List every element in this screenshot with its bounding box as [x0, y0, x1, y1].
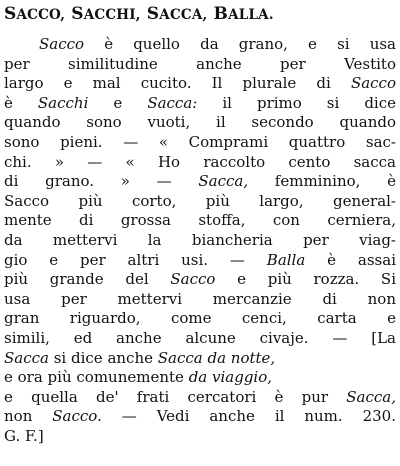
text-run: G. F.]	[4, 426, 44, 445]
text-run: sono pieni. — « Comprami quattro sac-	[4, 132, 396, 151]
text-line	[4, 427, 396, 447]
text-run: è	[4, 93, 38, 112]
text-run: da mettervi la biancheria per viag-	[4, 230, 396, 249]
text-line	[4, 172, 396, 192]
text-run: il primo si dice	[197, 93, 396, 112]
text-line	[4, 349, 396, 369]
text-line	[4, 74, 396, 94]
text-run: — Vedi anche il num. 230.	[101, 407, 396, 426]
text-run: si dice anche	[48, 348, 158, 367]
italic-term: Sacchi	[37, 93, 89, 112]
text-line	[4, 231, 396, 251]
text-line	[4, 251, 396, 271]
text-run: per similitudine anche per Vestito	[4, 54, 396, 73]
italic-term: Sacca,	[198, 172, 249, 191]
heading-initial: S	[146, 4, 160, 24]
heading-smallcaps: ACCHI,	[83, 7, 141, 23]
text-run: e più rozza. Si	[215, 270, 396, 289]
text-line	[4, 55, 396, 75]
heading-smallcaps: ACCO,	[16, 7, 66, 23]
text-line	[4, 35, 396, 55]
text-run: gio e per altri usi. —	[4, 250, 267, 269]
heading-initial: S	[71, 4, 84, 24]
italic-term: Sacca	[4, 348, 49, 367]
heading-initial: B	[213, 4, 229, 24]
text-run: gran riguardo, come cenci, carta e	[4, 309, 396, 328]
text-run: Sacco più corto, più largo, general-	[4, 191, 396, 210]
text-line	[4, 113, 396, 133]
text-run: non	[4, 407, 53, 426]
text-run: quando sono vuoti, il secondo quando	[4, 113, 396, 132]
heading-smallcaps: ACCA,	[159, 7, 208, 23]
text-run: mente di grossa stoffa, con cerniera,	[4, 211, 396, 230]
heading-initial: S	[4, 4, 17, 24]
text-run: e	[88, 93, 148, 112]
text-run: più grande del	[4, 270, 171, 289]
text-line	[4, 211, 396, 231]
text-line	[4, 407, 396, 427]
text-line	[4, 192, 396, 212]
text-line	[4, 388, 396, 408]
text-line	[4, 153, 396, 173]
text-line	[4, 94, 396, 114]
text-run: femminino, è	[248, 172, 396, 191]
entry-body	[4, 35, 396, 446]
entry-heading	[4, 2, 274, 27]
text-run: largo e mal cucito. Il plurale di	[4, 74, 351, 93]
text-run: chi. » — « Ho raccolto cento sacca	[4, 152, 396, 171]
italic-term: Sacco.	[52, 407, 102, 426]
italic-term: Sacco	[39, 35, 85, 53]
text-line	[4, 270, 396, 290]
italic-term: da viaggio,	[188, 368, 273, 387]
italic-term: Sacca:	[147, 93, 198, 112]
text-line	[4, 133, 396, 153]
text-line	[4, 290, 396, 310]
text-run: simili, ed anche alcune civaje. — [La	[4, 328, 396, 347]
heading-smallcaps: ALLA.	[228, 7, 274, 23]
text-line	[4, 368, 396, 388]
text-run: e quella de' frati cercatori è pur	[4, 387, 347, 406]
italic-term: Balla	[266, 250, 306, 269]
text-run: e ora più comunemente	[4, 368, 189, 387]
text-run: usa per mettervi mercanzie di non	[4, 289, 396, 308]
italic-term: Sacco	[170, 270, 216, 289]
text-run: è assai	[305, 250, 396, 269]
italic-term: Sacca,	[346, 387, 396, 406]
italic-term: Sacca da notte,	[157, 348, 276, 367]
text-line	[4, 309, 396, 329]
text-run: di grano. » —	[4, 172, 199, 191]
text-run: è quello da grano, e si usa	[84, 35, 396, 53]
text-line	[4, 329, 396, 349]
italic-term: Sacco	[350, 74, 396, 93]
